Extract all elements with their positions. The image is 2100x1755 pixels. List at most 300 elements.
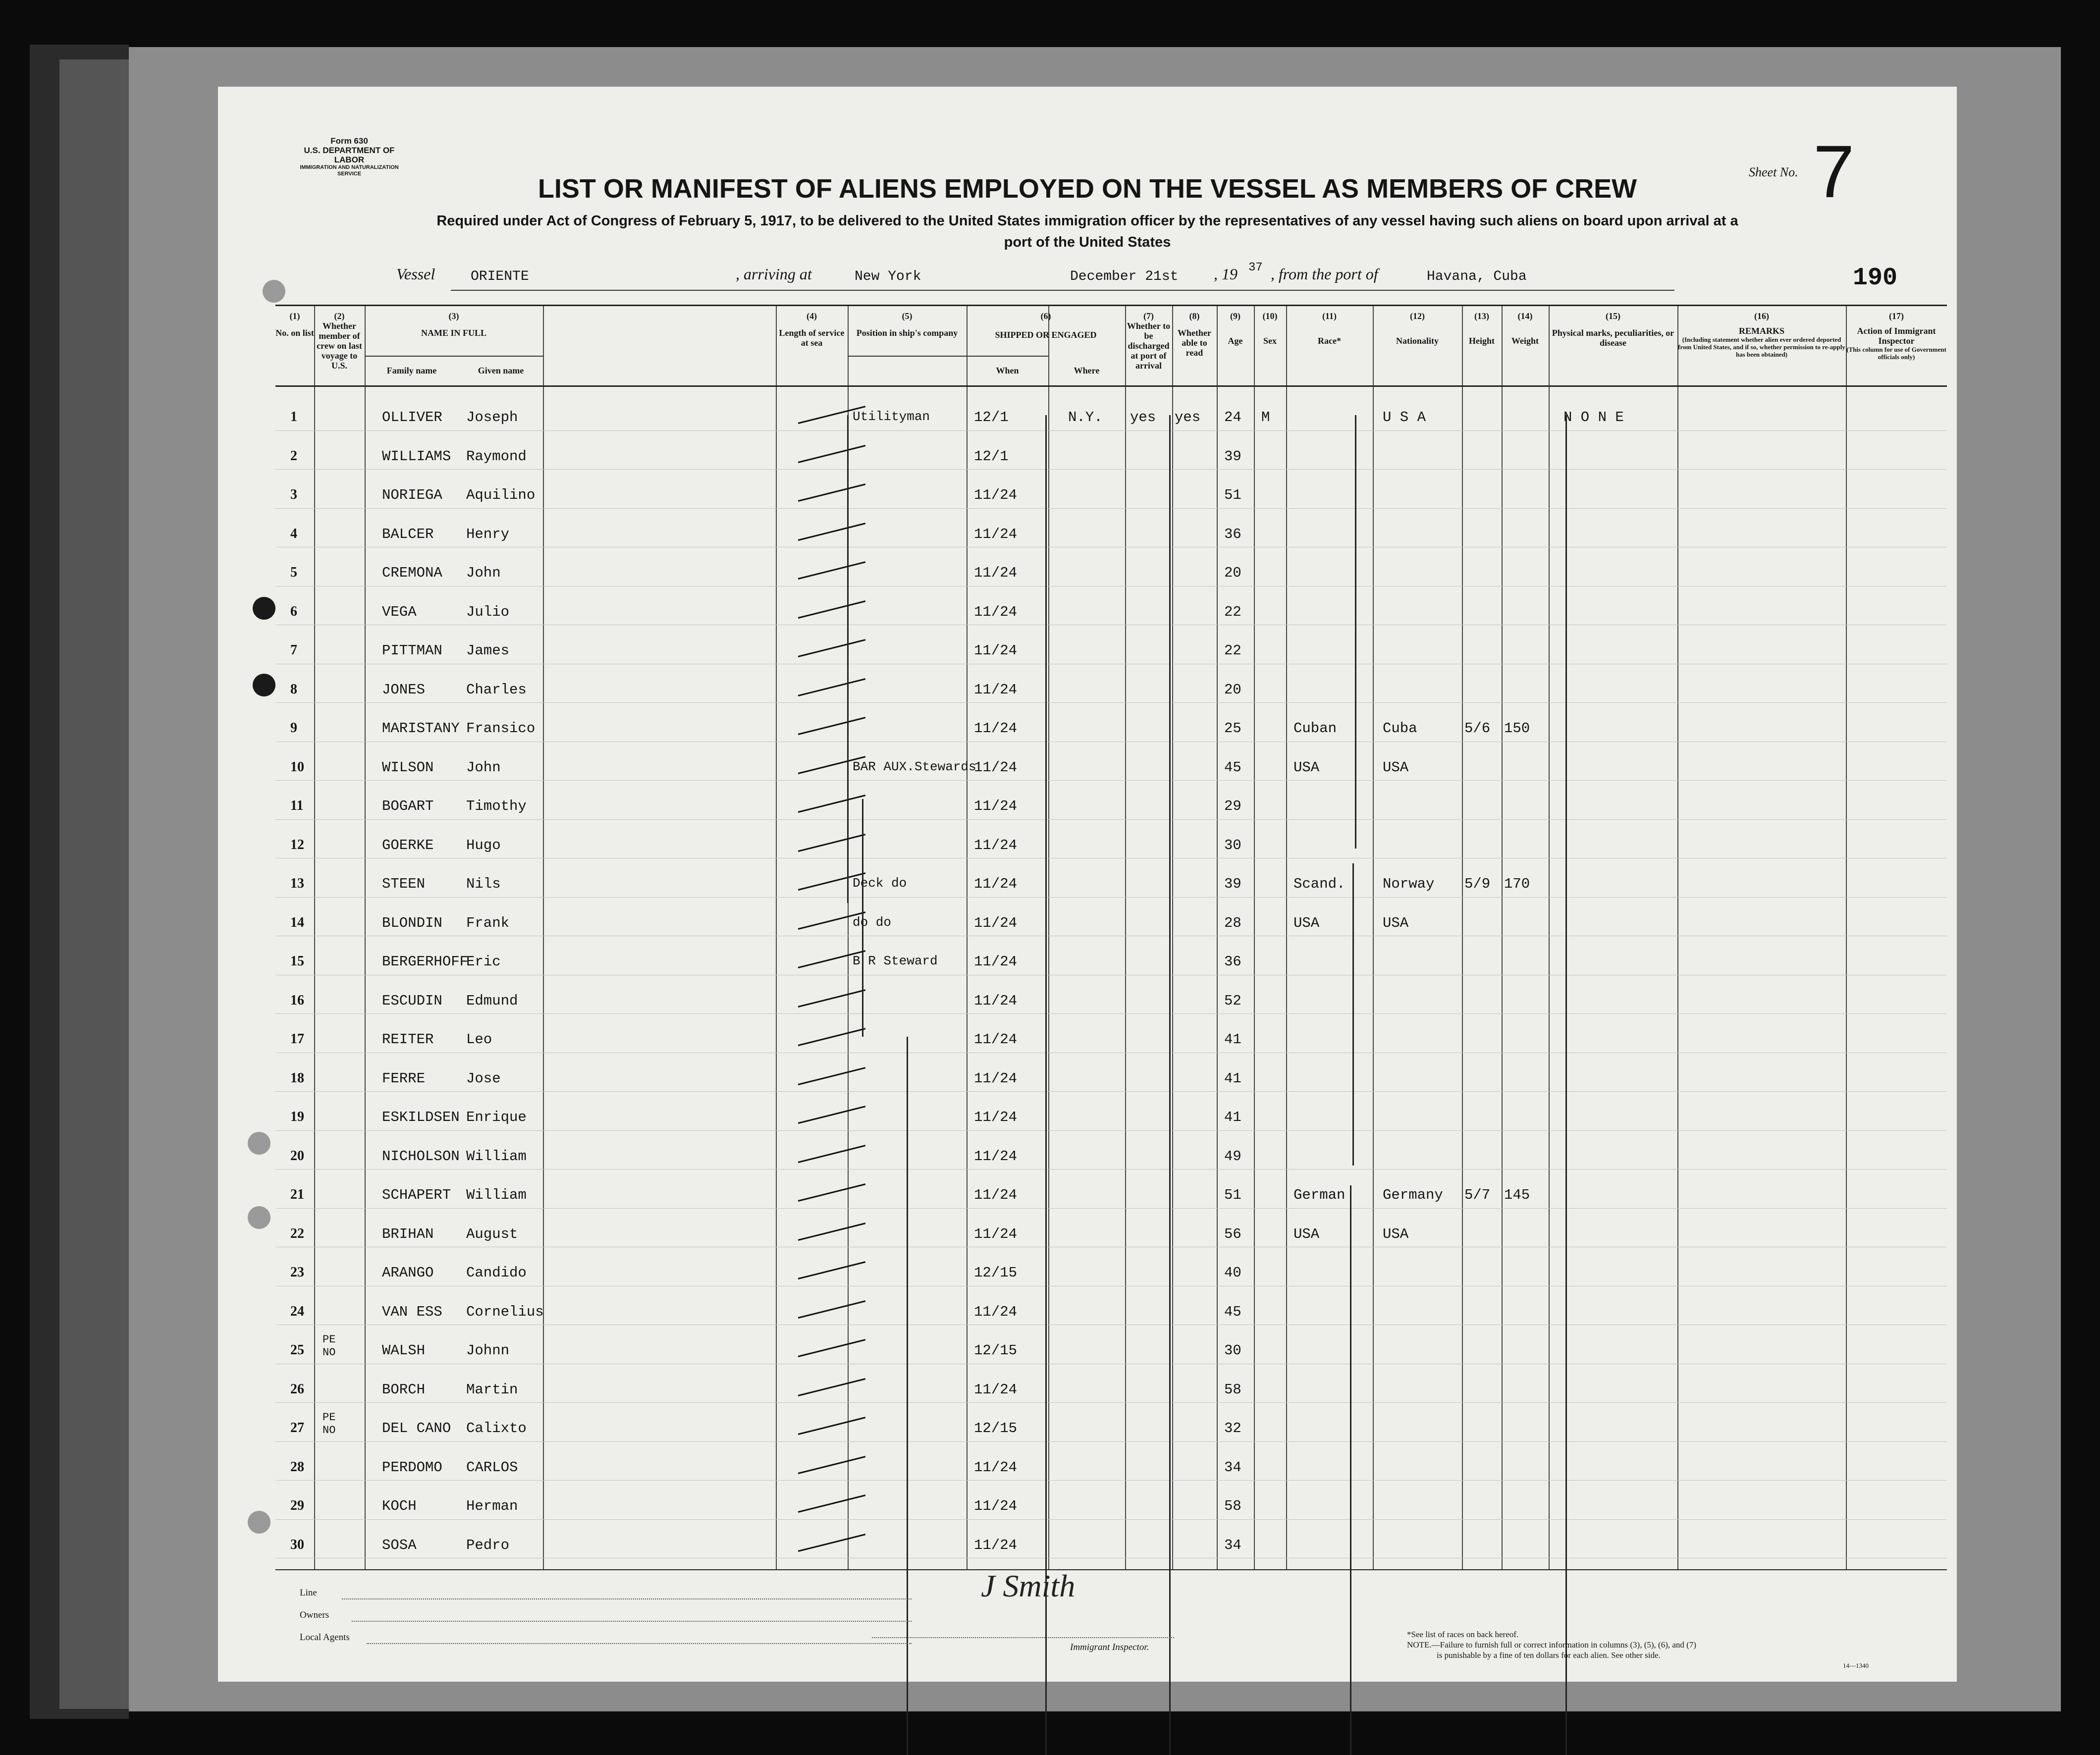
col-num: (1) xyxy=(289,311,300,321)
cell-no: 6 xyxy=(290,603,297,619)
cell-no: 5 xyxy=(290,565,297,580)
cell-no: 20 xyxy=(290,1148,304,1164)
cell-when: 11/24 xyxy=(974,565,1018,581)
service-mark xyxy=(798,639,866,657)
cell-age: 32 xyxy=(1224,1420,1241,1436)
inspector-label: Immigrant Inspector. xyxy=(1070,1642,1149,1652)
col-divider xyxy=(1048,306,1049,1569)
cell-when: 11/24 xyxy=(974,1148,1018,1165)
col-num: (5) xyxy=(902,311,913,321)
cell-given: Hugo xyxy=(466,837,501,853)
row-rule xyxy=(275,1519,1947,1520)
cell-family: KOCH xyxy=(382,1498,417,1514)
cell-when: 11/24 xyxy=(974,720,1018,737)
ditto-stroke xyxy=(1355,415,1356,849)
cell-no: 27 xyxy=(290,1420,304,1436)
cell-when: 11/24 xyxy=(974,1225,1018,1242)
col-num: (4) xyxy=(807,311,817,321)
cell-no: 11 xyxy=(290,798,304,813)
cell-no: 29 xyxy=(290,1498,304,1513)
ditto-stroke xyxy=(1169,415,1171,1755)
cell-when: 11/24 xyxy=(974,837,1018,853)
cell-family: GOERKE xyxy=(382,837,434,853)
cell-given: Henry xyxy=(466,526,510,542)
service-mark xyxy=(798,1261,866,1279)
cell-when: 11/24 xyxy=(974,992,1018,1009)
col-label: Whether able to read xyxy=(1178,328,1211,358)
cell-given: John xyxy=(466,565,501,581)
col-when-header: When xyxy=(996,366,1019,375)
cell-race: USA xyxy=(1293,1225,1320,1242)
col-divider xyxy=(1677,306,1678,1569)
row-rule xyxy=(275,1169,1947,1170)
cell-race: Cuban xyxy=(1293,720,1337,737)
cell-family: VAN ESS xyxy=(382,1303,442,1320)
row-rule xyxy=(275,1402,1947,1403)
cell-when: 11/24 xyxy=(974,603,1018,620)
cell-when: 11/24 xyxy=(974,954,1018,970)
col-discharged-header xyxy=(1125,311,1172,371)
note-failure: NOTE.—Failure to furnish full or correct information in columns (3), (5), (6), and (7) xyxy=(1407,1640,1696,1649)
service-mark xyxy=(798,1067,866,1085)
col-label: REMARKS xyxy=(1738,326,1784,336)
cell-family: FERRE xyxy=(382,1070,426,1087)
cell-family: BALCER xyxy=(382,526,434,542)
punch-hole xyxy=(248,1132,270,1155)
sheet-number: 7 xyxy=(1813,130,1855,213)
cell-given: Johnn xyxy=(466,1342,510,1359)
cell-given: Fransico xyxy=(466,720,536,737)
arrival-date: December 21st xyxy=(1070,269,1179,284)
cell-given: Eric xyxy=(466,954,501,970)
col-num: (10) xyxy=(1262,311,1278,321)
cell-no: 25 xyxy=(290,1342,304,1358)
cell-given: Raymond xyxy=(466,448,527,465)
cell-when: 11/24 xyxy=(974,914,1018,931)
cell-age: 41 xyxy=(1224,1109,1241,1125)
col-no-header xyxy=(275,311,314,338)
inspector-rule xyxy=(872,1637,1174,1638)
department: U.S. DEPARTMENT OF LABOR xyxy=(304,146,395,164)
cell-age: 29 xyxy=(1224,798,1241,814)
cell-family: PITTMAN xyxy=(382,642,442,659)
col-label: Height xyxy=(1469,336,1495,346)
row-rule xyxy=(275,897,1947,898)
col-num: (11) xyxy=(1322,311,1337,321)
col-label: NAME IN FULL xyxy=(421,328,486,338)
row-rule xyxy=(275,702,1947,703)
cell-age: 45 xyxy=(1224,1303,1241,1320)
cell-age: 24 xyxy=(1224,409,1241,425)
inspector-signature: J Smith xyxy=(981,1568,1076,1603)
col-divider xyxy=(365,306,366,1569)
cell-age: 30 xyxy=(1224,1342,1241,1359)
service: IMMIGRATION AND NATURALIZATION SERVICE xyxy=(300,164,399,177)
service-mark xyxy=(798,1028,866,1046)
vessel-name: ORIENTE xyxy=(471,269,529,284)
vessel-underline xyxy=(451,290,1674,291)
cell-weight: 145 xyxy=(1504,1187,1530,1203)
cell-no: 4 xyxy=(290,526,297,541)
service-mark xyxy=(798,600,866,619)
binder-strip-inner xyxy=(59,59,134,1709)
cell-when: 11/24 xyxy=(974,1070,1018,1087)
cell-no: 17 xyxy=(290,1031,304,1047)
cell-when: 12/15 xyxy=(974,1420,1018,1436)
cell-given: Leo xyxy=(466,1031,492,1048)
cell-given: Julio xyxy=(466,603,510,620)
cell-nationality: USA xyxy=(1383,914,1409,931)
cell-last: PE NO xyxy=(323,1333,336,1359)
cell-age: 20 xyxy=(1224,681,1241,698)
cell-given: Charles xyxy=(466,681,527,698)
col-label: Age xyxy=(1228,336,1243,346)
service-mark xyxy=(798,561,866,580)
row-rule xyxy=(275,1480,1947,1481)
col-sublabel: (Including statement whether alien ever ordered deported from United States, and if so, whether permission to re-apply has been obtained) xyxy=(1678,336,1845,358)
cell-no: 2 xyxy=(290,448,297,464)
name-subhead-rule xyxy=(365,356,543,357)
cell-given: Candido xyxy=(466,1265,527,1281)
col-weight-header xyxy=(1502,311,1549,346)
col-where-header: Where xyxy=(1074,366,1100,375)
cell-given: William xyxy=(466,1148,527,1165)
col-num: (14) xyxy=(1517,311,1533,321)
from-port: Havana, Cuba xyxy=(1427,269,1527,284)
service-mark xyxy=(798,1223,866,1241)
col-divider xyxy=(1846,306,1847,1569)
row-rule xyxy=(275,469,1947,470)
cell-position: BAR AUX.Stewards xyxy=(853,759,976,774)
cell-weight: 150 xyxy=(1504,720,1530,737)
col-num: (8) xyxy=(1189,311,1200,321)
cell-given: August xyxy=(466,1225,518,1242)
cell-age: 39 xyxy=(1224,876,1241,892)
col-label: Sex xyxy=(1263,336,1277,346)
col-marks-header xyxy=(1549,311,1677,348)
cell-when: 11/24 xyxy=(974,1031,1018,1048)
ditto-stroke xyxy=(907,1037,908,1755)
service-mark xyxy=(798,1106,866,1124)
cell-when: 11/24 xyxy=(974,642,1018,659)
cell-race: Scand. xyxy=(1293,876,1346,892)
cell-age: 22 xyxy=(1224,603,1241,620)
cell-family: ESCUDIN xyxy=(382,992,442,1009)
cell-position: B R Steward xyxy=(853,954,938,968)
cell-given: Herman xyxy=(466,1498,518,1514)
cell-family: REITER xyxy=(382,1031,434,1048)
col-lastvoyage-header xyxy=(314,311,365,371)
row-rule xyxy=(275,780,1947,781)
col-label: Whether to be discharged at port of arrival xyxy=(1127,321,1171,371)
cell-no: 10 xyxy=(290,759,304,775)
cell-age: 51 xyxy=(1224,487,1241,503)
cell-no: 18 xyxy=(290,1070,304,1086)
sheet-label: Sheet No. xyxy=(1749,165,1798,179)
col-name-header xyxy=(365,311,543,338)
service-mark xyxy=(798,989,866,1008)
footer-agents-label: Local Agents xyxy=(300,1632,350,1643)
cell-age: 49 xyxy=(1224,1148,1241,1165)
cell-age: 34 xyxy=(1224,1459,1241,1476)
col-label: SHIPPED OR ENGAGED xyxy=(995,330,1097,340)
cell-weight: 170 xyxy=(1504,876,1530,892)
cell-age: 39 xyxy=(1224,448,1241,465)
cell-age: 41 xyxy=(1224,1031,1241,1048)
cell-height: 5/6 xyxy=(1464,720,1491,737)
col-label: Position in ship's company xyxy=(856,328,958,338)
cell-given: Nils xyxy=(466,876,501,892)
cell-position: do do xyxy=(853,914,892,930)
cell-family: NICHOLSON xyxy=(382,1148,460,1165)
punch-hole xyxy=(253,597,275,620)
cell-last: PE NO xyxy=(323,1411,336,1436)
cell-given: Joseph xyxy=(466,409,518,425)
cell-family: DEL CANO xyxy=(382,1420,451,1436)
service-mark xyxy=(798,1378,866,1396)
row-rule xyxy=(275,1091,1947,1092)
service-mark xyxy=(798,1456,866,1474)
cell-race: USA xyxy=(1293,914,1320,931)
col-num: (6) xyxy=(1040,311,1051,321)
form-header xyxy=(292,136,406,177)
punch-hole xyxy=(263,280,285,303)
ditto-stroke xyxy=(1352,863,1354,1166)
col-length-header xyxy=(776,311,848,348)
cell-when: 11/24 xyxy=(974,1537,1018,1553)
arriving-port: New York xyxy=(855,269,921,284)
cell-race: German xyxy=(1293,1187,1346,1203)
cell-no: 14 xyxy=(290,914,304,930)
cell-no: 16 xyxy=(290,992,304,1008)
year: 37 xyxy=(1248,261,1263,274)
col-num: (17) xyxy=(1889,311,1904,321)
cell-family: MARISTANY xyxy=(382,720,460,737)
cell-age: 56 xyxy=(1224,1225,1241,1242)
cell-nationality: U S A xyxy=(1383,409,1426,425)
col-num: (12) xyxy=(1410,311,1425,321)
cell-when: 11/24 xyxy=(974,681,1018,698)
cell-when: 11/24 xyxy=(974,876,1018,892)
col-divider xyxy=(776,306,777,1569)
row-rule xyxy=(275,819,1947,820)
col-divider xyxy=(1254,306,1255,1569)
cell-when: 11/24 xyxy=(974,1187,1018,1203)
ditto-stroke xyxy=(1045,415,1047,1755)
cell-family: BERGERHOFF xyxy=(382,954,469,970)
cell-family: WILLIAMS xyxy=(382,448,451,465)
col-age-header xyxy=(1217,311,1254,346)
cell-no: 19 xyxy=(290,1109,304,1124)
note-races: *See list of races on back hereof. xyxy=(1407,1630,1519,1639)
service-mark xyxy=(798,717,866,735)
col-num: (9) xyxy=(1230,311,1240,321)
cell-when: 12/15 xyxy=(974,1342,1018,1359)
cell-no: 1 xyxy=(290,409,297,425)
cell-when: 11/24 xyxy=(974,1109,1018,1125)
service-mark xyxy=(798,795,866,813)
cell-no: 8 xyxy=(290,681,297,697)
subtitle-line2: port of the United States xyxy=(1004,234,1171,250)
col-sex-header xyxy=(1254,311,1286,346)
manifest-page xyxy=(218,87,1957,1682)
cell-no: 24 xyxy=(290,1303,304,1319)
form-code: 14—1340 xyxy=(1843,1662,1869,1669)
service-mark xyxy=(798,1145,866,1163)
footer-line-label: Line xyxy=(300,1588,317,1598)
cell-given: James xyxy=(466,642,510,659)
cell-given: Cornelius xyxy=(466,1303,544,1320)
col-divider xyxy=(1286,306,1287,1569)
row-rule xyxy=(275,508,1947,509)
col-num: (15) xyxy=(1606,311,1620,321)
cell-no: 9 xyxy=(290,720,297,736)
cell-nationality: Norway xyxy=(1383,876,1435,892)
cell-nationality: Germany xyxy=(1383,1187,1443,1203)
header-bottom-rule xyxy=(275,385,1947,387)
cell-given: Enrique xyxy=(466,1109,527,1125)
service-mark xyxy=(798,445,866,463)
subtitle-line1: Required under Act of Congress of February 5, 1917, to be delivered to the United States immigration officer by the representatives of any vessel having such aliens on board upon arrival at a xyxy=(436,213,1738,229)
col-given-header: Given name xyxy=(478,366,524,375)
col-family-header: Family name xyxy=(386,366,437,375)
col-divider xyxy=(1462,306,1463,1569)
cell-age: 51 xyxy=(1224,1187,1241,1203)
footer-owners-label: Owners xyxy=(300,1610,329,1620)
arriving-label: , arriving at xyxy=(736,265,812,283)
col-divider xyxy=(1502,306,1503,1569)
cell-when: 11/24 xyxy=(974,1303,1018,1320)
col-position-header xyxy=(848,311,967,338)
cell-age: 28 xyxy=(1224,914,1241,931)
cell-family: PERDOMO xyxy=(382,1459,442,1476)
cell-position: Utilityman xyxy=(853,409,930,424)
ditto-stroke xyxy=(1565,415,1567,1755)
footer-agents-rule xyxy=(367,1643,912,1644)
col-num: (16) xyxy=(1754,311,1769,321)
cell-family: STEEN xyxy=(382,876,426,892)
col-divider xyxy=(314,306,315,1569)
cell-when: 11/24 xyxy=(974,1459,1018,1476)
note-fine: is punishable by a fine of ten dollars for each alien. See other side. xyxy=(1437,1650,1661,1660)
cell-no: 22 xyxy=(290,1225,304,1241)
cell-age: 36 xyxy=(1224,526,1241,542)
cell-height: 5/7 xyxy=(1464,1187,1491,1203)
row-rule xyxy=(275,1441,1947,1442)
cell-no: 30 xyxy=(290,1537,304,1552)
cell-family: NORIEGA xyxy=(382,487,442,503)
cell-when: 12/15 xyxy=(974,1265,1018,1281)
cell-age: 45 xyxy=(1224,759,1241,776)
service-mark xyxy=(798,678,866,696)
row-rule xyxy=(275,1208,1947,1209)
cell-given: Pedro xyxy=(466,1537,510,1553)
cell-marks: N O N E xyxy=(1563,409,1624,425)
cell-given: Timothy xyxy=(466,798,527,814)
col-divider xyxy=(967,306,968,1569)
col-divider xyxy=(1549,306,1550,1569)
from-label: , from the port of xyxy=(1271,265,1378,283)
service-mark xyxy=(798,1494,866,1513)
cell-age: 30 xyxy=(1224,837,1241,853)
stamp-number: 190 xyxy=(1853,264,1898,292)
cell-family: CREMONA xyxy=(382,565,442,581)
cell-given: John xyxy=(466,759,501,776)
col-label: Physical marks, peculiarities, or disease xyxy=(1552,328,1674,348)
page-title: LIST OR MANIFEST OF ALIENS EMPLOYED ON THE VESSEL AS MEMBERS OF CREW xyxy=(538,174,1637,204)
cell-when: 12/1 xyxy=(974,448,1009,465)
cell-age: 58 xyxy=(1224,1381,1241,1398)
vessel-label: Vessel xyxy=(396,265,435,283)
col-divider xyxy=(543,306,544,1569)
col-label: Length of service at sea xyxy=(779,328,845,348)
cell-family: OLLIVER xyxy=(382,409,442,425)
row-rule xyxy=(275,430,1947,431)
cell-given: Frank xyxy=(466,914,510,931)
cell-family: WALSH xyxy=(382,1342,426,1359)
cell-discharged: yes xyxy=(1130,409,1156,425)
shipped-subhead-rule xyxy=(848,356,1048,357)
cell-family: BOGART xyxy=(382,798,434,814)
col-nationality-header xyxy=(1373,311,1462,346)
footer-line-rule xyxy=(342,1598,912,1599)
cell-when: 12/1 xyxy=(974,409,1009,425)
col-height-header xyxy=(1462,311,1502,346)
cell-position: Deck do xyxy=(853,876,907,891)
cell-height: 5/9 xyxy=(1464,876,1491,892)
punch-hole xyxy=(253,674,275,696)
cell-when: 11/24 xyxy=(974,526,1018,542)
cell-family: JONES xyxy=(382,681,426,698)
cell-age: 52 xyxy=(1224,992,1241,1009)
col-shipped-header xyxy=(967,311,1125,340)
cell-nationality: USA xyxy=(1383,1225,1409,1242)
cell-no: 26 xyxy=(290,1381,304,1397)
col-num: (13) xyxy=(1474,311,1489,321)
cell-when: 11/24 xyxy=(974,487,1018,503)
cell-race: USA xyxy=(1293,759,1320,776)
cell-given: CARLOS xyxy=(466,1459,518,1476)
cell-nationality: Cuba xyxy=(1383,720,1417,737)
cell-no: 15 xyxy=(290,954,304,969)
cell-family: ARANGO xyxy=(382,1265,434,1281)
cell-age: 20 xyxy=(1224,565,1241,581)
col-label: Race* xyxy=(1318,336,1341,346)
cell-no: 28 xyxy=(290,1459,304,1475)
col-read-header xyxy=(1172,311,1217,358)
cell-family: BORCH xyxy=(382,1381,426,1398)
cell-family: BRIHAN xyxy=(382,1225,434,1242)
col-label: Whether member of crew on last voyage to U.S. xyxy=(317,321,362,371)
cell-sex: M xyxy=(1261,409,1270,425)
footer-owners-rule xyxy=(352,1621,912,1622)
cell-family: VEGA xyxy=(382,603,417,620)
col-num: (2) xyxy=(334,311,345,321)
cell-given: Calixto xyxy=(466,1420,527,1436)
col-divider xyxy=(1217,306,1218,1569)
cell-when: 11/24 xyxy=(974,759,1018,776)
form-number: Form 630 xyxy=(330,136,368,146)
cell-given: Jose xyxy=(466,1070,501,1087)
service-mark xyxy=(798,1417,866,1435)
service-mark xyxy=(798,523,866,541)
cell-family: SCHAPERT xyxy=(382,1187,451,1203)
col-num: (7) xyxy=(1143,311,1154,321)
cell-age: 22 xyxy=(1224,642,1241,659)
cell-given: Edmund xyxy=(466,992,518,1009)
cell-age: 25 xyxy=(1224,720,1241,737)
cell-when: 11/24 xyxy=(974,798,1018,814)
